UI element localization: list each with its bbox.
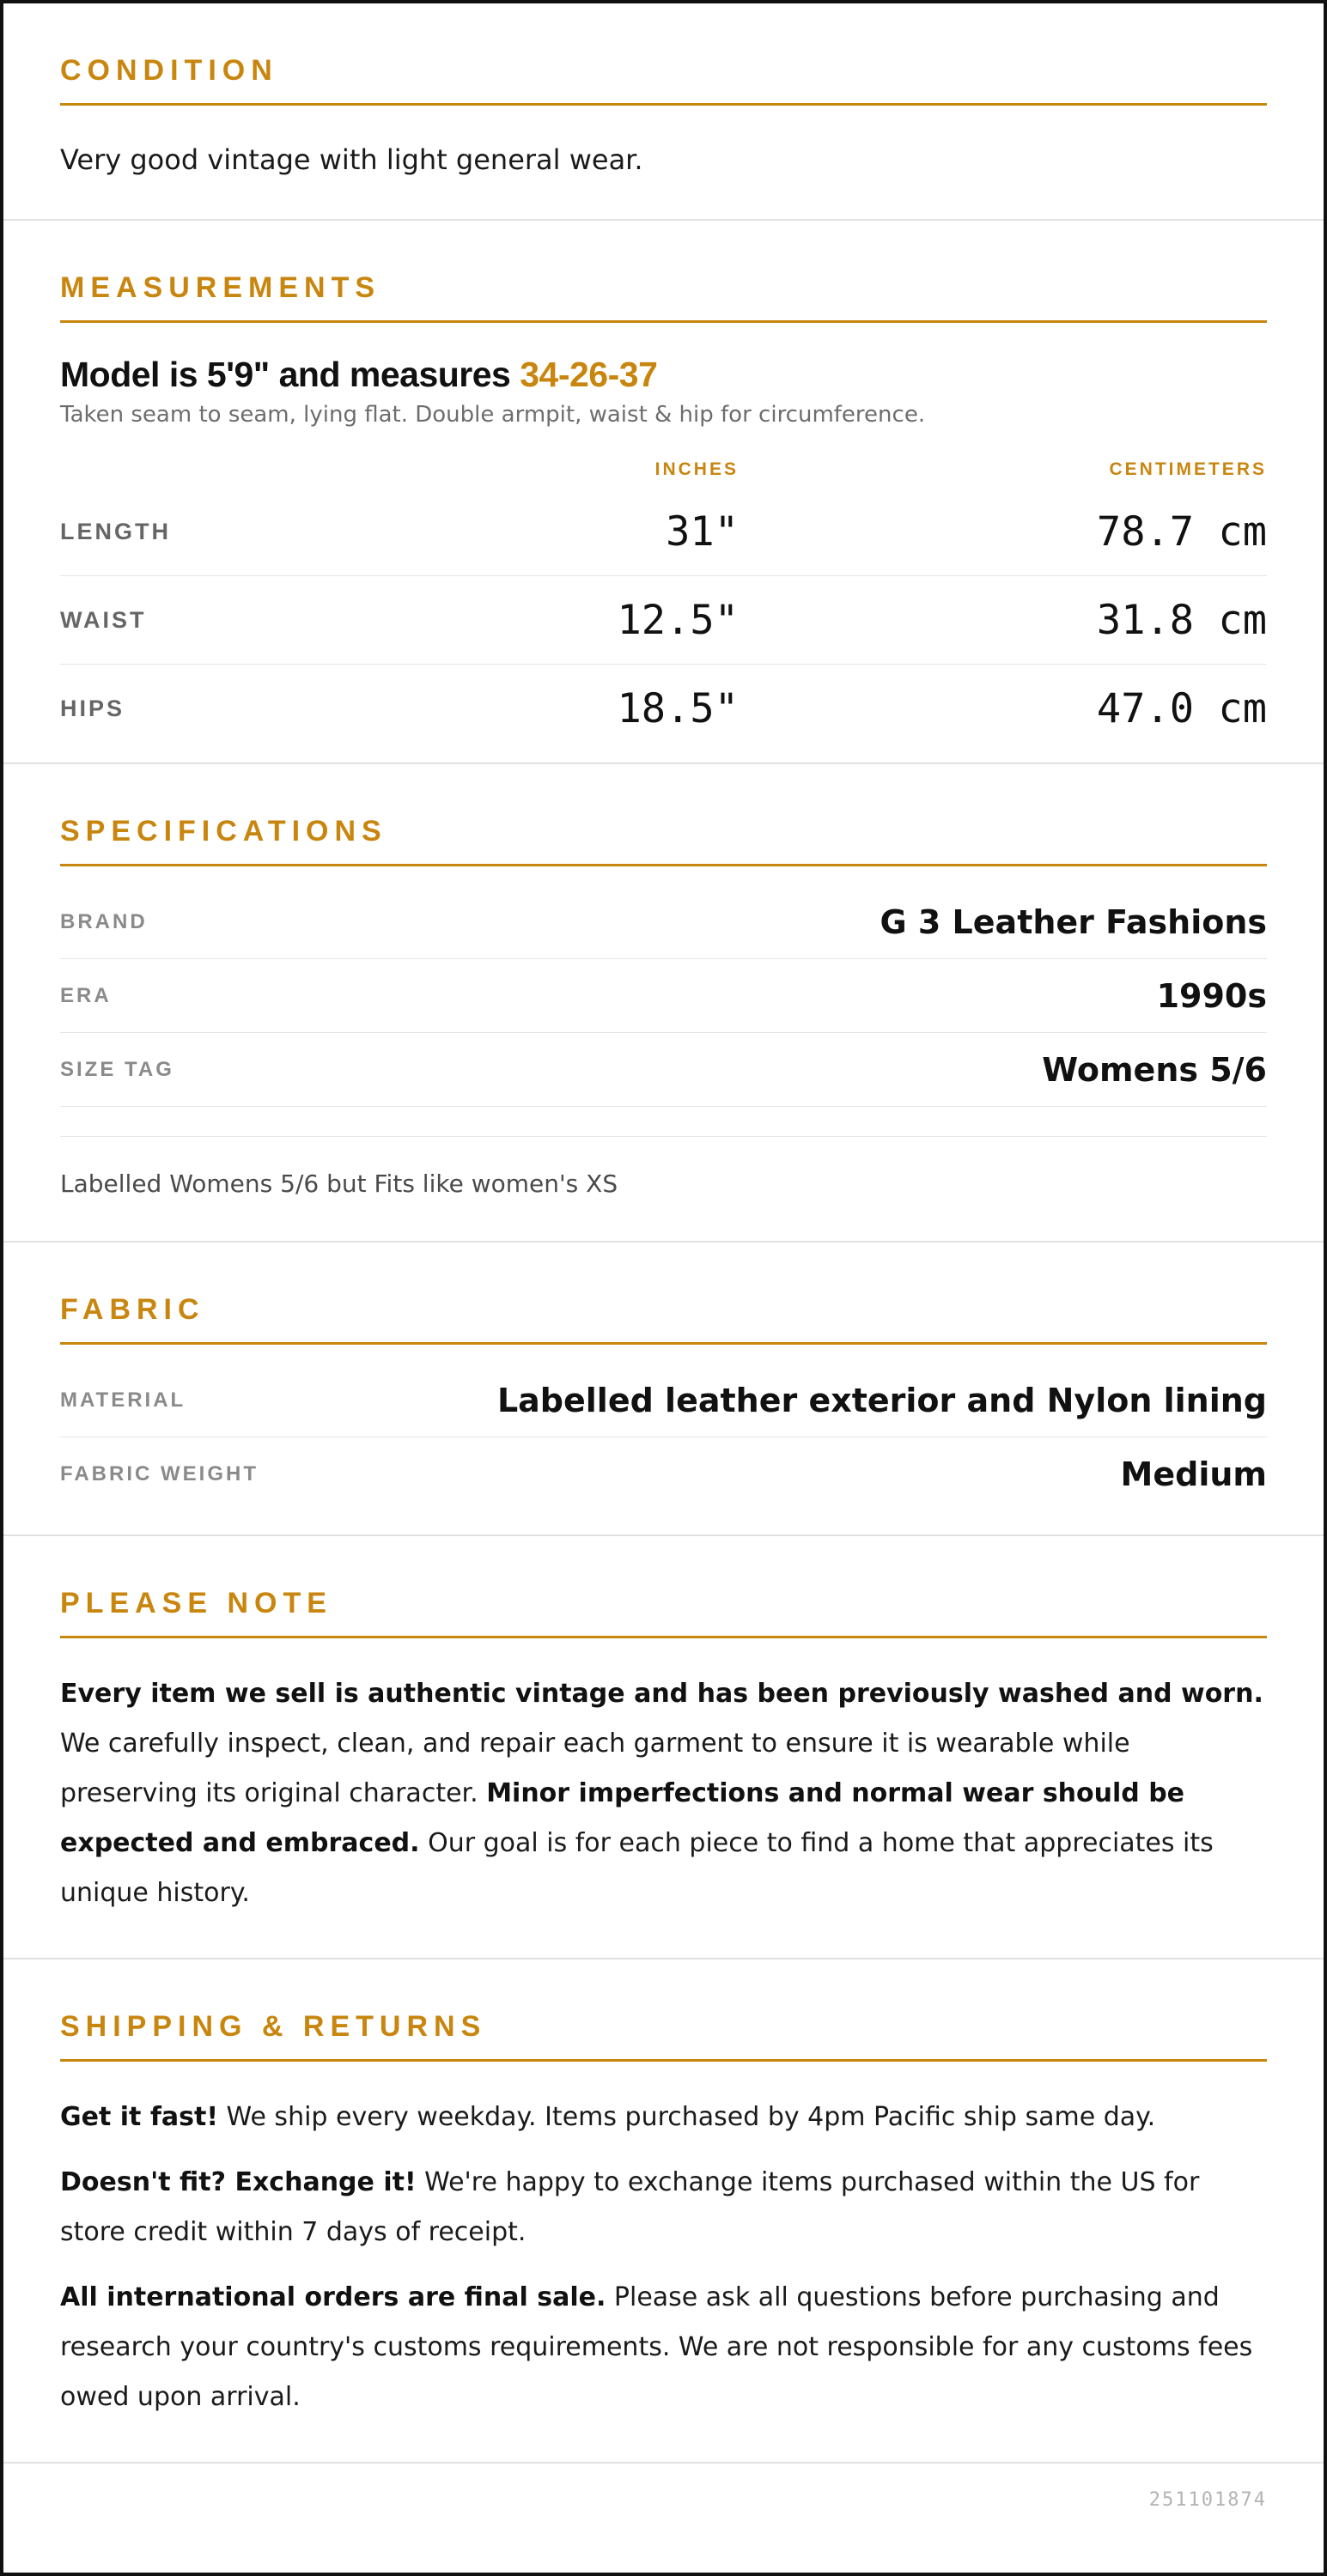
fabric-list <box>60 1364 1267 1534</box>
spec-value: Womens 5/6 <box>1042 1050 1267 1089</box>
spec-row-brand <box>60 885 1267 959</box>
spec-label: BRAND <box>60 909 148 933</box>
item-sku-code: 251101874 <box>1148 2489 1267 2511</box>
spec-divider <box>60 1107 1267 1137</box>
measurement-row-hips <box>60 665 1267 752</box>
measurements-header <box>60 221 1267 323</box>
condition-section <box>3 3 1324 221</box>
please-note-title: PLEASE NOTE <box>60 1587 332 1619</box>
size-fit-note: Labelled Womens 5/6 but Fits like women's XS <box>60 1170 618 1198</box>
measurement-inches: 31" <box>666 507 739 556</box>
authenticity-statement: Every item we sell is authentic vintage and has been previously washed and worn. <box>60 1679 1263 1709</box>
spec-value: 1990s <box>1156 976 1267 1015</box>
international-paragraph: All international orders are final sale. Please ask all questions before purchasing and research your country's customs requirements. We are not responsible for any customs fees owed upon arrival. <box>60 2282 1253 2412</box>
measurement-inches: 12.5" <box>617 596 739 644</box>
fabric-section <box>3 1242 1324 1536</box>
wear-statement: Minor imperfections and normal wear should be expected and embraced. <box>60 1778 1185 1858</box>
fabric-row-material <box>60 1364 1267 1437</box>
measurements-section <box>3 221 1324 764</box>
specifications-list <box>60 885 1267 1137</box>
shipping-returns-text <box>60 2062 1267 2462</box>
please-note-section <box>3 1536 1324 1959</box>
shipping-returns-section <box>3 1959 1324 2464</box>
specifications-section <box>3 764 1324 1242</box>
shipping-returns-header <box>60 1959 1267 2062</box>
measurement-cm: 31.8 cm <box>1096 596 1267 644</box>
spec-row-size-tag <box>60 1033 1267 1107</box>
spec-label: ERA <box>60 983 112 1007</box>
spec-value: Labelled leather exterior and Nylon lining <box>496 1381 1267 1419</box>
please-note-header <box>60 1536 1267 1638</box>
measurement-label: LENGTH <box>60 518 171 544</box>
please-note-text <box>60 1638 1267 1958</box>
specifications-header <box>60 764 1267 866</box>
model-height-text: Model is 5'9" and measures <box>60 355 520 394</box>
measurement-cm: 78.7 cm <box>1096 507 1267 556</box>
fabric-header <box>60 1242 1267 1345</box>
spec-label: SIZE TAG <box>60 1057 174 1081</box>
measurement-inches: 18.5" <box>617 684 739 732</box>
model-measures-value: 34-26-37 <box>520 355 658 394</box>
shipping-returns-title: SHIPPING & RETURNS <box>60 2010 487 2043</box>
panel-footer <box>3 2464 1324 2539</box>
measurements-column-headers <box>60 457 1267 483</box>
measurement-label: HIPS <box>60 695 125 721</box>
exchange-paragraph: Doesn't fit? Exchange it! We're happy to exchange items purchased within the US for store credit within 7 days of receipt. <box>60 2167 1200 2247</box>
model-measures-line <box>60 354 1267 395</box>
specifications-title: SPECIFICATIONS <box>60 815 387 848</box>
measurement-label: WAIST <box>60 606 147 633</box>
spec-value: Medium <box>1120 1455 1267 1493</box>
spec-value: G 3 Leather Fashions <box>880 902 1267 941</box>
measurement-method-note: Taken seam to seam, lying flat. Double armpit, waist & hip for circumference. <box>60 402 926 428</box>
condition-header <box>60 3 1267 106</box>
spec-label: FABRIC WEIGHT <box>60 1461 259 1485</box>
fabric-row-weight <box>60 1437 1267 1510</box>
measurements-table <box>60 488 1267 762</box>
inches-column-header: INCHES <box>654 459 739 479</box>
condition-text: Very good vintage with light general wear. <box>60 143 643 176</box>
fabric-title: FABRIC <box>60 1293 205 1326</box>
please-note-paragraph: Every item we sell is authentic vintage and has been previously washed and worn. We carefully inspect, clean, and repair each garment to ensure it is wearable while preserving its original character. Minor imperfections and normal wear should be expected and embraced. Our goal is for each piece to find a home that appreciates its unique history. <box>60 1679 1263 1908</box>
spec-row-era <box>60 959 1267 1033</box>
measurements-title: MEASUREMENTS <box>60 271 381 304</box>
measurement-row-length <box>60 488 1267 576</box>
measurement-row-waist <box>60 576 1267 665</box>
shipping-speed-paragraph: Get it fast! We ship every weekday. Items purchased by 4pm Pacific ship same day. <box>60 2102 1156 2132</box>
spec-label: MATERIAL <box>60 1388 186 1412</box>
condition-title: CONDITION <box>60 54 278 87</box>
measurement-cm: 47.0 cm <box>1096 684 1267 732</box>
centimeters-column-header: CENTIMETERS <box>1109 459 1267 479</box>
